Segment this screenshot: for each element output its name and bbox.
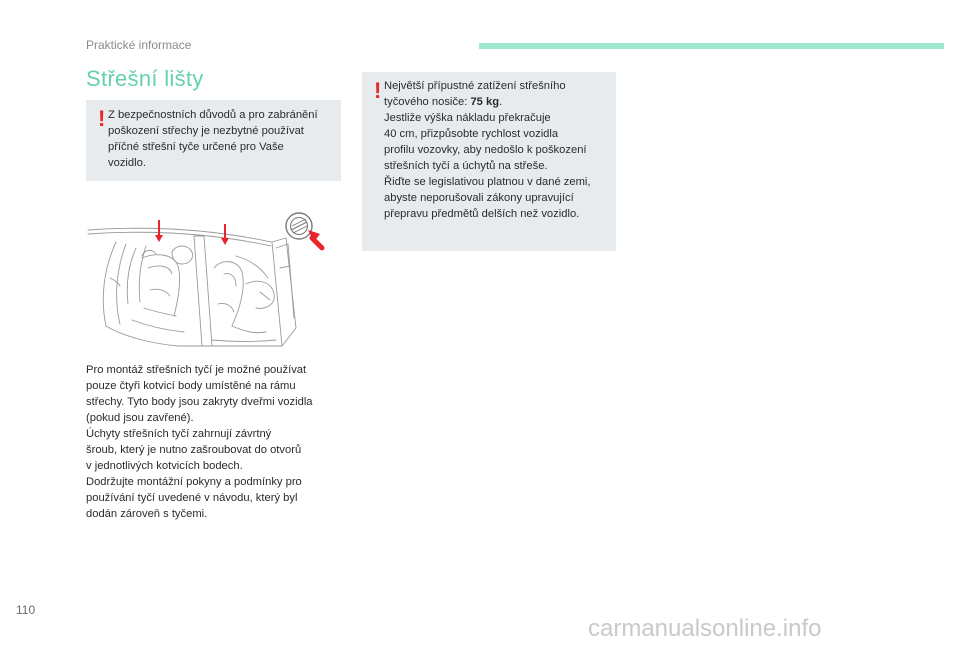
warning-right-line [384,94,612,110]
warning-right-line: 40 cm, přizpůsobte rychlost vozidla [384,128,559,140]
load-suffix: . [499,96,503,108]
warning-left-text [108,107,336,171]
body-line: střechy. Tyto body jsou zakryty dveřmi vozidla [86,396,313,408]
warning-left-line: příčné střešní tyče určené pro Vaše [108,141,284,153]
body-line: Dodržujte montážní pokyny a podmínky pro [86,476,302,488]
warning-left-line: poškození střechy je nezbytné používat [108,125,304,137]
warning-right-line: střešních tyčí a úchytů na střeše. [384,160,548,172]
header-bar [479,43,944,49]
body-line: šroub, který je nutno zašroubovat do otvorů [86,444,302,456]
max-load-value: 75 kg [470,96,500,108]
warning-right-line: přepravu předmětů delších než vozidlo. [384,208,580,220]
body-line: Pro montáž střešních tyčí je možné používat [86,364,307,376]
warning-right-line: Největší přípustné zatížení střešního [384,80,566,92]
car-interior-drawing [86,208,341,356]
body-text [86,362,341,522]
page-number: 110 [16,603,36,617]
body-line: Úchyty střešních tyčí zahrnují závrtný [86,428,272,440]
load-label: tyčového nosiče: [384,96,471,108]
warning-right-line: Řiďte se legislativou platnou v dané zemi, [384,176,591,188]
warning-left-line: Z bezpečnostních důvodů a pro zabránění [108,109,318,121]
warning-box-left [86,100,341,181]
body-line: dodán zároveň s tyčemi. [86,508,208,520]
warning-box-right [362,72,616,251]
watermark: carmanualsonline.info [588,615,822,642]
warning-right-text [384,78,612,222]
warning-left-line: vozidlo. [108,157,146,169]
exclamation-icon: ! [374,78,382,103]
body-line: používání tyčí uvedené v návodu, který byl [86,492,298,504]
exclamation-icon: ! [98,106,106,131]
warning-right-line: abyste neporušovali zákony upravující [384,192,574,204]
roof-bar-mounting-illustration [86,208,341,356]
page-title: Střešní lišty [86,66,204,91]
body-line: pouze čtyři kotvicí body umístěné na rámu [86,380,296,392]
warning-right-line: Jestliže výška nákladu překračuje [384,112,551,124]
warning-right-line: profilu vozovky, aby nedošlo k poškození [384,144,587,156]
body-line: (pokud jsou zavřené). [86,412,194,424]
body-line: v jednotlivých kotvicích bodech. [86,460,243,472]
section-label: Praktické informace [86,38,192,52]
